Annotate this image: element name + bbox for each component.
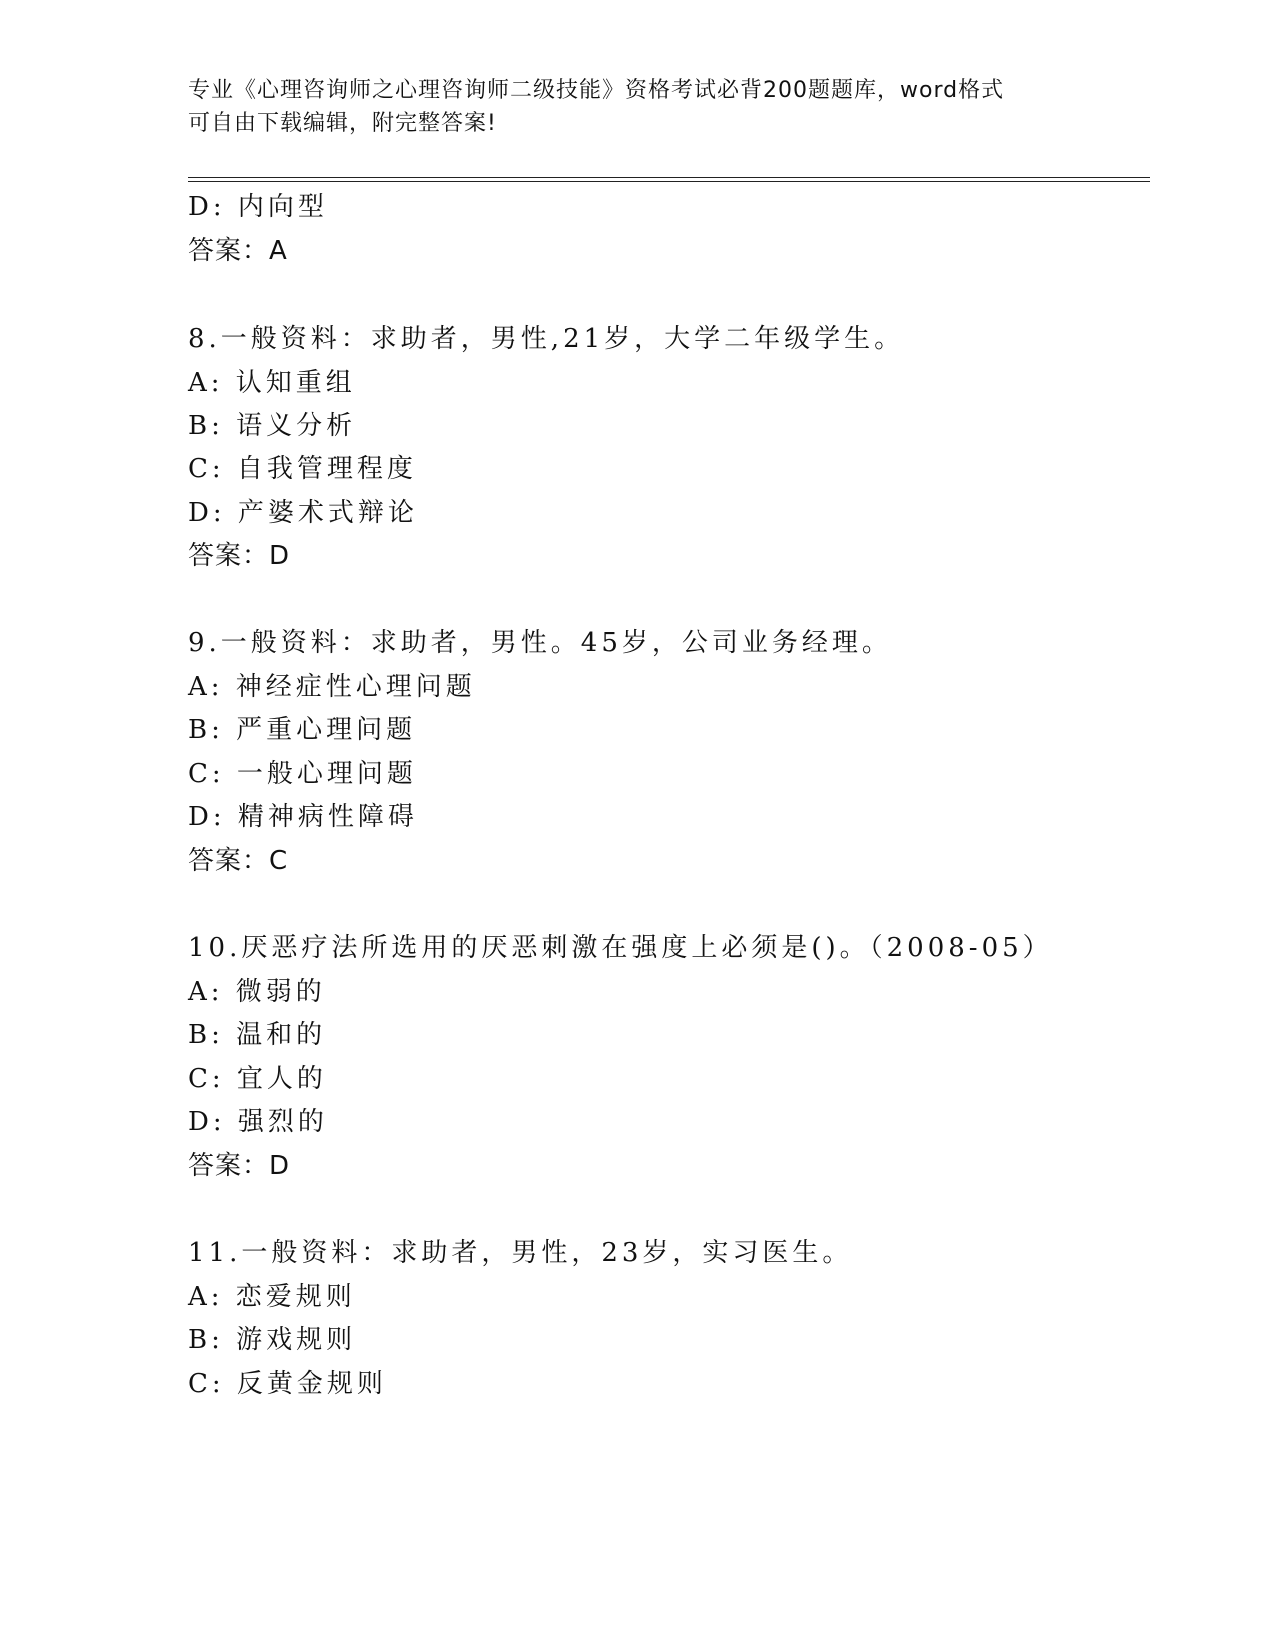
question-9: 9.一般资料：求助者，男性。45岁，公司业务经理。 — [188, 628, 892, 658]
question-9-option-a: A: 神经症性心理问题 — [188, 672, 476, 702]
question-11-option-b: B: 游戏规则 — [188, 1325, 357, 1355]
header-line-1: 专业《心理咨询师之心理咨询师二级技能》资格考试必背200题题库，word格式 — [188, 78, 1005, 103]
question-8-option-c: C: 自我管理程度 — [188, 454, 417, 484]
document-header — [188, 74, 1088, 140]
question-9-option-d: D: 精神病性障碍 — [188, 802, 418, 832]
question-10: 10.厌恶疗法所选用的厌恶刺激在强度上必须是()。（2008-05） — [188, 933, 1053, 963]
question-8-option-d: D: 产婆术式辩论 — [188, 498, 418, 528]
question-8-option-a: A: 认知重组 — [188, 368, 356, 398]
question-10-option-b: B: 温和的 — [188, 1020, 327, 1050]
question-8-answer: 答案：D — [188, 541, 291, 571]
header-line-2: 可自由下载编辑，附完整答案! — [188, 111, 497, 136]
question-10-answer: 答案：D — [188, 1151, 291, 1181]
option-d: D: 内向型 — [188, 192, 328, 222]
header-divider-top — [188, 177, 1150, 178]
question-9-option-b: B: 严重心理问题 — [188, 715, 417, 745]
answer-label: 答案：A — [188, 236, 288, 266]
question-8-option-b: B: 语义分析 — [188, 411, 357, 441]
question-9-option-c: C: 一般心理问题 — [188, 759, 417, 789]
question-11-option-c: C: 反黄金规则 — [188, 1369, 387, 1399]
question-10-option-a: A: 微弱的 — [188, 977, 326, 1007]
question-10-option-c: C: 宜人的 — [188, 1064, 327, 1094]
question-11-option-a: A: 恋爱规则 — [188, 1282, 356, 1312]
question-8: 8.一般资料：求助者，男性,21岁，大学二年级学生。 — [188, 324, 905, 354]
question-10-option-d: D: 强烈的 — [188, 1107, 328, 1137]
header-divider-bottom — [188, 181, 1150, 182]
question-9-answer: 答案：C — [188, 846, 289, 876]
question-11: 11.一般资料：求助者，男性，23岁，实习医生。 — [188, 1238, 853, 1268]
